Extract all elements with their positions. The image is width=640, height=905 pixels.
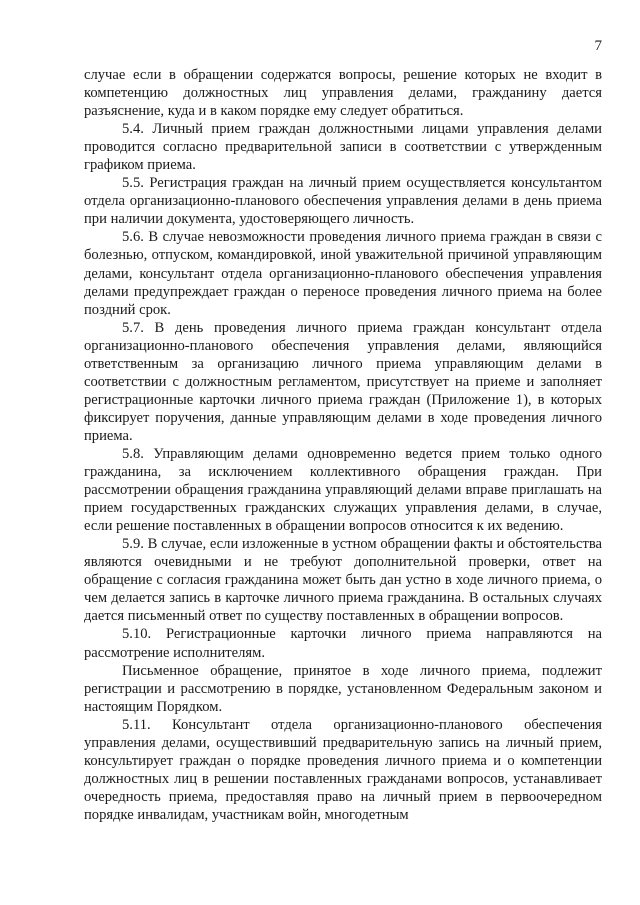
paragraph-written-appeal: Письменное обращение, принятое в ходе личного приема, подлежит регистрации и рассмотрению в порядке, установленном Федеральным законом и настоящим Порядком. (84, 662, 602, 715)
paragraph-5-4: 5.4. Личный прием граждан должностными лицами управления делами проводится согласно предварительной записи в соответствии с утвержденным графиком приема. (84, 121, 602, 174)
paragraph-5-8: 5.8. Управляющим делами одновременно ведется прием только одного гражданина, за исключением коллективного обращения граждан. При рассмотрении обращения гражданина управляющий делами вправе приглашать на прием государственных гражданских служащих управления делами, в случае, если решение поставленных в обращении вопросов относится к их ведению. (84, 445, 602, 535)
paragraph-5-6: 5.6. В случае невозможности проведения личного приема граждан в связи с болезнью, отпуском, командировкой, иной уважительной причиной управляющим делами, консультант отдела организационно-планового обеспечения управления делами предупреждает граждан о переносе проведения личного приема на более поздний срок. (84, 229, 602, 318)
paragraph-5-11: 5.11. Консультант отдела организационно-планового обеспечения управления делами, осуществивший предварительную запись на личный прием, консультирует граждан о порядке проведения личного приема и о компетенции должностных лиц в решении поставленных гражданами вопросов, устанавливает очередность приема, предоставляя право на личный прием в первоочередном порядке инвалидам, участникам войн, многодетным (84, 716, 602, 823)
paragraph-5-5: 5.5. Регистрация граждан на личный прием осуществляется консультантом отдела организационно-планового обеспечения управления делами в день приема при наличии документа, удостоверяющего личность. (84, 175, 602, 228)
document-body (84, 66, 602, 824)
paragraph-5-7: 5.7. В день проведения личного приема граждан консультант отдела организационно-планового обеспечения управления делами, являющийся ответственным за организацию личного приема управляющим делами в соответствии с должностным регламентом, присутствует на приеме и заполняет регистрационные карточки личного приема граждан (Приложение 1), в которых фиксирует поручения, данные управляющим делами в ходе проведения личного приема. (84, 319, 602, 444)
page-number: 7 (594, 38, 602, 54)
paragraph-5-10: 5.10. Регистрационные карточки личного приема направляются на рассмотрение исполнителям. (84, 626, 602, 661)
paragraph-continuation: случае если в обращении содержатся вопросы, решение которых не входит в компетенцию должностных лиц управления делами, гражданину дается разъяснение, куда и в каком порядке ему следует обратиться. (84, 67, 602, 120)
paragraph-5-9: 5.9. В случае, если изложенные в устном обращении факты и обстоятельства являются очевидными и не требуют дополнительной проверки, ответ на обращение с согласия гражданина может быть дан устно в ходе личного приема, о чем делается запись в карточке личного приема гражданина. В остальных случаях дается письменный ответ по существу поставленных в обращении вопросов. (84, 536, 602, 625)
